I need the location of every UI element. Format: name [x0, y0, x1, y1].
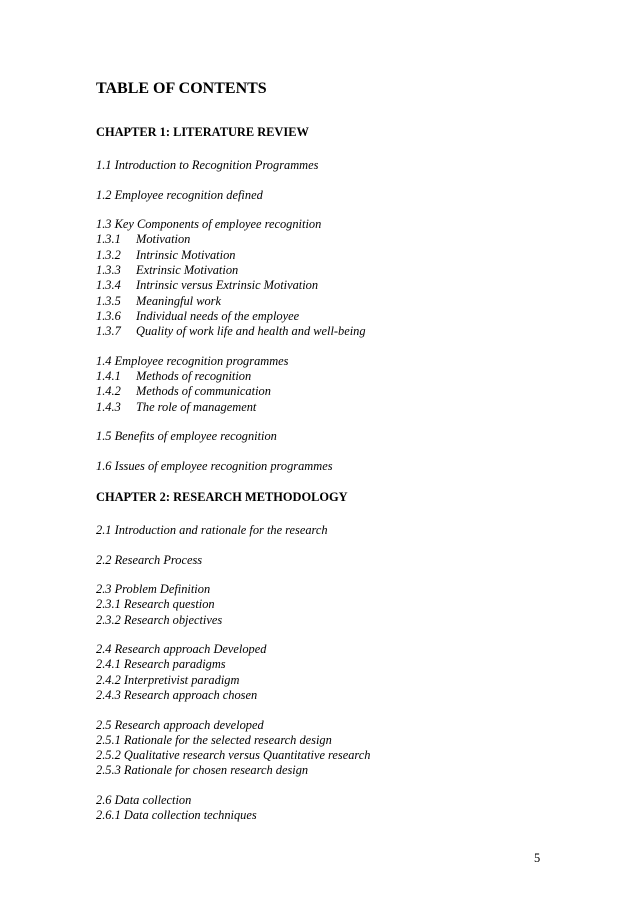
toc-entry-title: The role of management	[136, 399, 257, 414]
toc-entry: 2.4.1 Research paradigms	[96, 657, 226, 672]
toc-entry: 2.6 Data collection	[96, 792, 192, 807]
toc-entry: 2.4.2 Interpretivist paradigm	[96, 672, 240, 687]
toc-entry-number: 1.3.1	[96, 232, 121, 247]
toc-entry: 2.6.1 Data collection techniques	[96, 808, 257, 823]
toc-entry: 2.4 Research approach Developed	[96, 642, 267, 657]
chapter-heading: CHAPTER 2: RESEARCH METHODOLOGY	[96, 490, 348, 504]
toc-entry-title: Individual needs of the employee	[136, 308, 300, 323]
toc-entry	[96, 278, 318, 293]
toc-entry: 1.6 Issues of employee recognition programmes	[96, 458, 333, 473]
toc-entry-title: Motivation	[136, 232, 191, 247]
toc-entry-title: Intrinsic Motivation	[136, 247, 236, 262]
toc-entry-title: Meaningful work	[136, 293, 222, 308]
toc-entry-number: 1.4.1	[96, 368, 121, 383]
toc-entry	[96, 248, 235, 263]
toc-entry: 2.3.1 Research question	[96, 597, 215, 612]
toc-entry: 2.5.3 Rationale for chosen research design	[96, 763, 309, 778]
toc-entry: 1.1 Introduction to Recognition Programmes	[96, 158, 319, 172]
toc-entry: 1.2 Employee recognition defined	[96, 187, 263, 202]
toc-entry: 2.2 Research Process	[96, 552, 203, 567]
toc-entry: 1.4 Employee recognition programmes	[96, 353, 289, 368]
toc-entry-number: 1.4.2	[96, 384, 121, 399]
toc-entry-title: Methods of communication	[136, 384, 271, 399]
toc-entry-number: 1.4.3	[96, 399, 121, 414]
toc-entry	[96, 309, 299, 324]
toc-entry	[96, 369, 251, 384]
toc-entry	[96, 232, 190, 247]
toc-entry-title: Methods of recognition	[136, 368, 252, 383]
toc-entry	[96, 263, 238, 278]
toc-entry: 1.5 Benefits of employee recognition	[96, 429, 277, 443]
toc-entry-number: 1.3.7	[96, 324, 121, 339]
toc-title: TABLE OF CONTENTS	[96, 80, 267, 97]
toc-entry: 2.5 Research approach developed	[96, 717, 264, 732]
toc-entry: 2.3.2 Research objectives	[96, 612, 223, 627]
toc-entry	[96, 400, 256, 415]
toc-entry-number: 1.3.4	[96, 278, 121, 293]
toc-entry: 2.3 Problem Definition	[96, 582, 211, 596]
toc-entry-title: Extrinsic Motivation	[136, 262, 239, 277]
toc-entry-title: Quality of work life and health and well-being	[136, 324, 366, 339]
toc-entry: 2.5.2 Qualitative research versus Quantitative research	[96, 748, 371, 763]
toc-entry-number: 1.3.6	[96, 308, 121, 323]
page-number: 5	[534, 851, 541, 865]
toc-entry: 1.3 Key Components of employee recognition	[96, 217, 322, 231]
toc-entry	[96, 294, 221, 309]
chapter-heading: CHAPTER 1: LITERATURE REVIEW	[96, 125, 309, 139]
toc-entry	[96, 384, 271, 399]
toc-entry-title: Intrinsic versus Extrinsic Motivation	[136, 278, 319, 293]
toc-entry: 2.1 Introduction and rationale for the research	[96, 523, 328, 537]
toc-entry-number: 1.3.5	[96, 293, 121, 308]
toc-entry	[96, 324, 366, 339]
toc-entry-number: 1.3.3	[96, 262, 121, 277]
toc-entry-number: 1.3.2	[96, 247, 121, 262]
toc-entry: 2.4.3 Research approach chosen	[96, 688, 258, 702]
toc-entry: 2.5.1 Rationale for the selected research design	[96, 732, 332, 747]
